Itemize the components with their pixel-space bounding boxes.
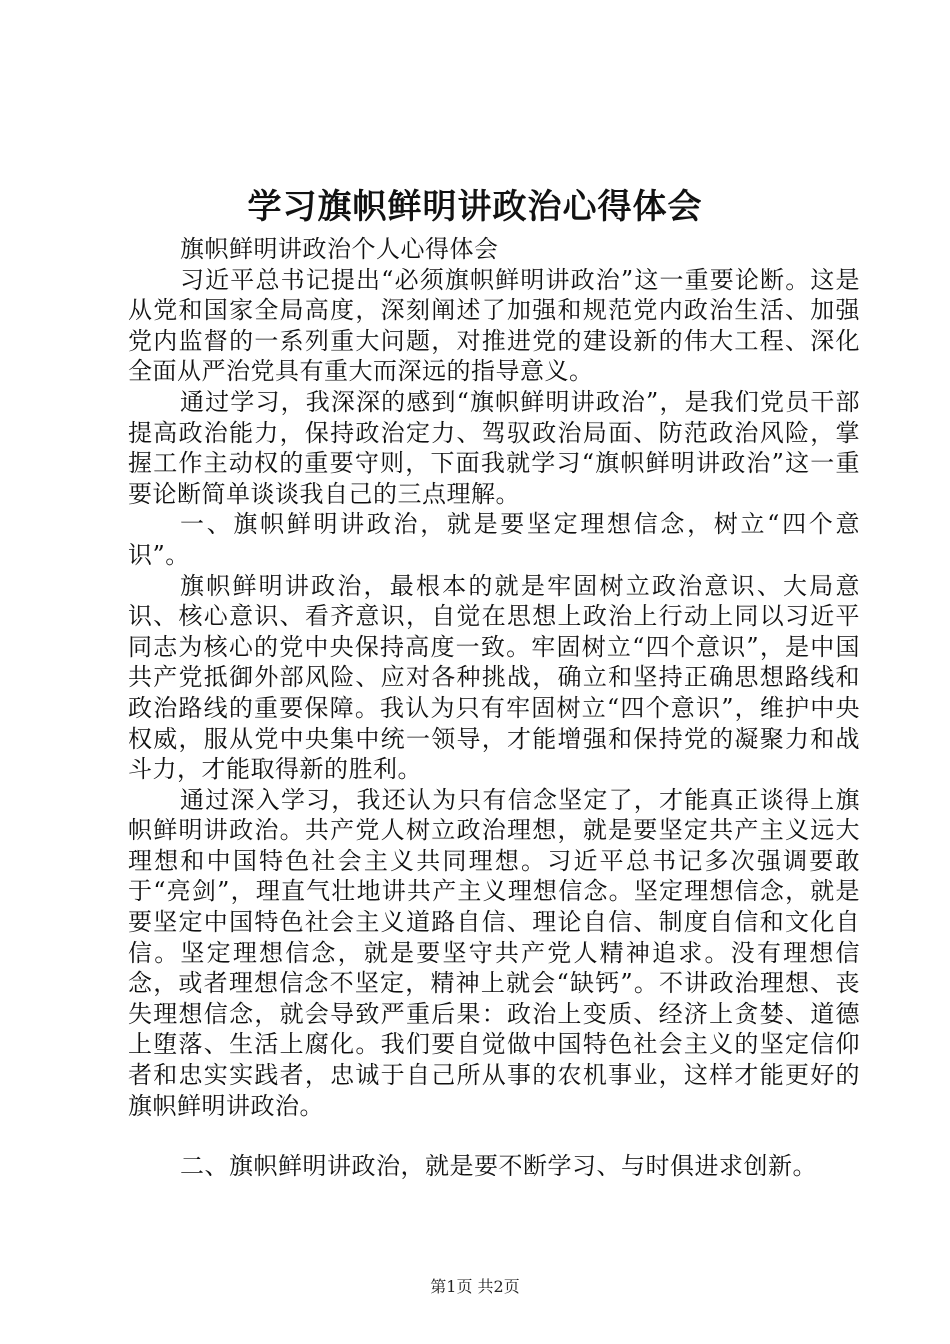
- subtitle-paragraph: 旗帜鲜明讲政治个人心得体会: [180, 235, 499, 263]
- section-heading-2: 二、旗帜鲜明讲政治，就是要不断学习、与时俱进求创新。: [180, 1152, 817, 1181]
- document-title: 学习旗帜鲜明讲政治心得体会: [247, 187, 703, 227]
- body-paragraph-2: 通过学习，我深深的感到“旗帜鲜明讲政治”，是我们党员干部提高政治能力，保持政治定力、驾驭政治局面、防范政治风险，掌握工作主动权的重要守则，下面我就学习“旗帜鲜明讲政治”这一重要论断简单谈谈我自己的三点理解。: [128, 387, 860, 508]
- body-paragraph-1: 习近平总书记提出“必须旗帜鲜明讲政治”这一重要论断。这是从党和国家全局高度，深刻阐述了加强和规范党内政治生活、加强党内监督的一系列重大问题，对推进党的建设新的伟大工程、深化全面从严治党具有重大而深远的指导意义。: [128, 265, 860, 386]
- body-paragraph-4: 通过深入学习，我还认为只有信念坚定了，才能真正谈得上旗帜鲜明讲政治。共产党人树立政治理想，就是要坚定共产主义远大理想和中国特色社会主义共同理想。习近平总书记多次强调要敢于“亮剑”，理直气壮地讲共产主义理想信念。坚定理想信念，就是要坚定中国特色社会主义道路自信、理论自信、制度自信和文化自信。坚定理想信念，就是要坚守共产党人精神追求。没有理想信念，或者理想信念不坚定，精神上就会“缺钙”。不讲政治理想、丧失理想信念，就会导致严重后果：政治上变质、经济上贪婪、道德上堕落、生活上腐化。我们要自觉做中国特色社会主义的坚定信仰者和忠实实践者，忠诚于自己所从事的农机事业，这样才能更好的旗帜鲜明讲政治。: [128, 785, 860, 1120]
- document-body: [128, 234, 860, 1182]
- section-heading-1: 一、旗帜鲜明讲政治，就是要坚定理想信念，树立“四个意识”。: [128, 510, 860, 569]
- page-number-footer: 第1页 共2页: [430, 1277, 520, 1296]
- body-paragraph-3: 旗帜鲜明讲政治，最根本的就是牢固树立政治意识、大局意识、核心意识、看齐意识，自觉在思想上政治上行动上同以习近平同志为核心的党中央保持高度一致。牢固树立“四个意识”，是中国共产党抵御外部风险、应对各种挑战，确立和坚持正确思想路线和政治路线的重要保障。我认为只有牢固树立“四个意识”，维护中央权威，服从党中央集中统一领导，才能增强和保持党的凝聚力和战斗力，才能取得新的胜利。: [128, 571, 860, 784]
